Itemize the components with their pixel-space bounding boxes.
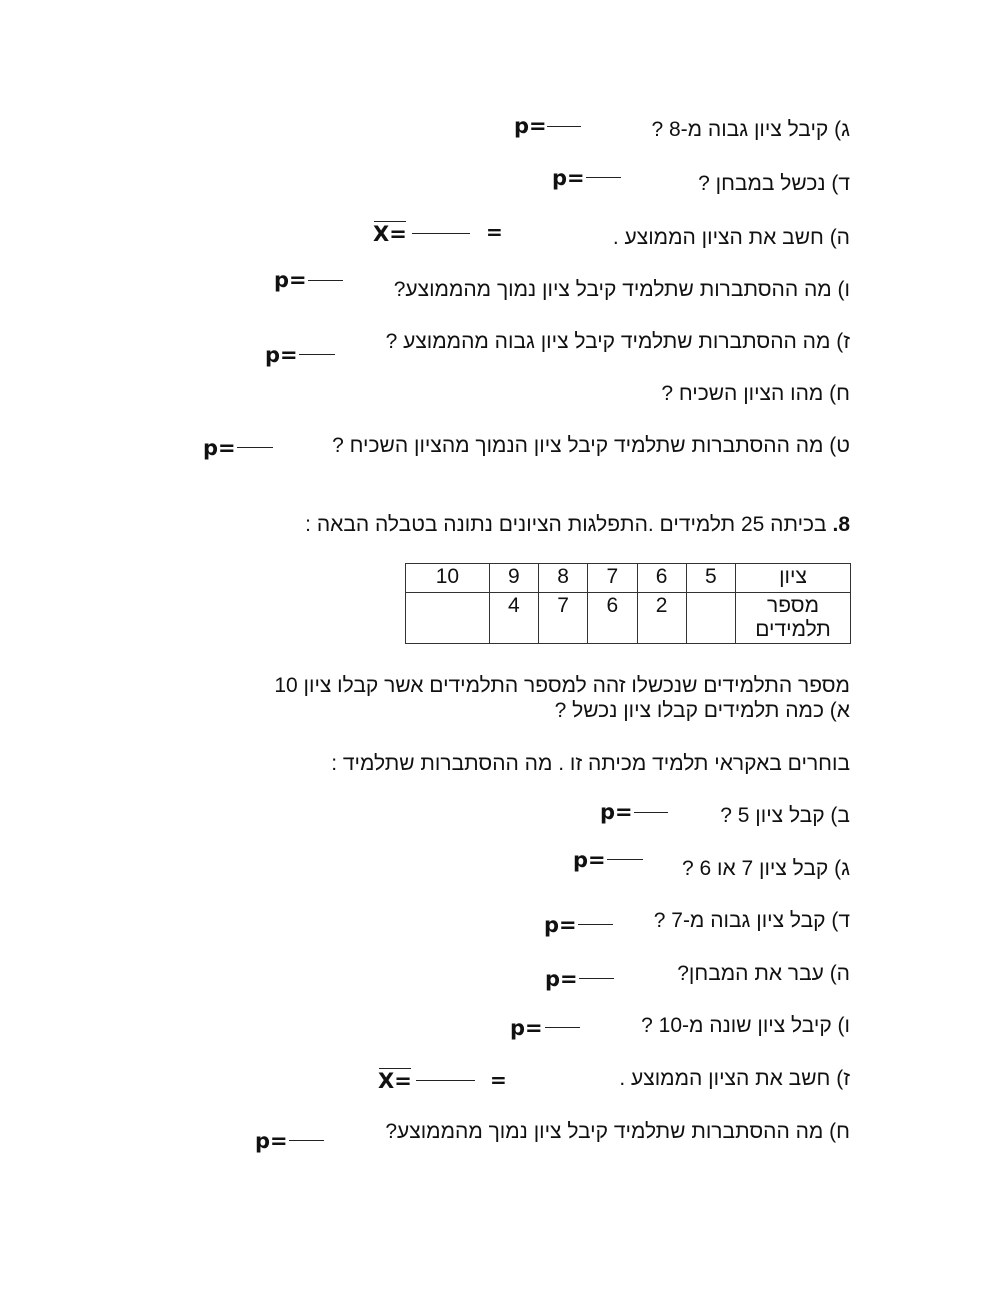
table-cell-grade: 5 — [686, 564, 735, 593]
question-a: א) כמה תלמידים קבלו ציון נכשל ? — [554, 699, 850, 722]
problem-8-intro — [305, 513, 850, 537]
table-cell-grade: 8 — [539, 564, 588, 593]
table-cell-grade: 6 — [637, 564, 686, 593]
answer-blank[interactable] — [416, 1080, 475, 1081]
question-d: ד) קבל ציון גבוה מ-7 ? — [653, 909, 850, 932]
question-h: ה) חשב את הציון הממוצע . — [612, 226, 850, 249]
table-cell-count: 6 — [588, 593, 637, 644]
probability-answer-label: p= — [514, 114, 547, 138]
question-t: ט) מה ההסתברות שתלמיד קיבל ציון הנמוך מהציון השכיח ? — [332, 434, 850, 457]
probability-answer-label: p= — [510, 1016, 543, 1040]
answer-blank[interactable] — [579, 978, 614, 979]
table-cell-grade: 9 — [489, 564, 538, 593]
grade-distribution-table — [405, 563, 851, 644]
table-header-grade: ציון — [736, 564, 851, 593]
answer-blank[interactable] — [634, 812, 668, 813]
answer-blank[interactable] — [412, 233, 470, 234]
question-d: ד) נכשל במבחן ? — [698, 172, 850, 195]
probability-answer-label: p= — [600, 800, 633, 824]
table-header-student-count: מספר תלמידים — [736, 593, 851, 644]
answer-blank[interactable] — [607, 859, 643, 860]
equals-sign: = — [490, 1068, 507, 1092]
table-cell-count[interactable] — [406, 593, 490, 644]
probability-answer-label: p= — [255, 1129, 288, 1153]
question-g: ג) קבל ציון 7 או 6 ? — [681, 857, 850, 880]
answer-blank[interactable] — [545, 1027, 580, 1028]
question-ch: ח) מהו הציון השכיח ? — [661, 382, 850, 405]
question-v: ו) מה ההסתברות שתלמיד קיבל ציון נמוך מהממוצע? — [393, 278, 850, 301]
question-g: ג) קיבל ציון גבוה מ-8 ? — [651, 118, 850, 141]
probability-answer-label: p= — [573, 848, 606, 872]
probability-answer-label: p= — [203, 436, 236, 460]
table-cell-count: 7 — [539, 593, 588, 644]
table-cell-count[interactable] — [686, 593, 735, 644]
statement-line: מספר התלמידים שנכשלו זהה למספר התלמידים אשר קבלו ציון 10 — [274, 674, 850, 697]
probability-answer-label: p= — [544, 913, 577, 937]
question-ch: ח) מה ההסתברות שתלמיד קיבל ציון נמוך מהממוצע? — [385, 1120, 850, 1143]
answer-blank[interactable] — [586, 177, 621, 178]
table-cell-count: 4 — [489, 593, 538, 644]
table-cell-count: 2 — [637, 593, 686, 644]
problem-number: 8. — [832, 513, 850, 536]
answer-blank[interactable] — [237, 447, 273, 448]
question-z: ז) חשב את הציון הממוצע . — [619, 1067, 850, 1090]
question-b: ב) קבל ציון 5 ? — [720, 804, 850, 827]
table-cell-grade: 10 — [406, 564, 490, 593]
table-cell-grade: 7 — [588, 564, 637, 593]
equals-sign: = — [486, 220, 503, 244]
question-h: ה) עבר את המבחן? — [677, 962, 850, 985]
mean-answer-label: X= — [373, 222, 407, 246]
answer-blank[interactable] — [308, 280, 343, 281]
probability-answer-label: p= — [545, 967, 578, 991]
question-v: ו) קיבל ציון שונה מ-10 ? — [641, 1014, 850, 1037]
probability-answer-label: p= — [274, 268, 307, 292]
mean-answer-label: X= — [378, 1069, 412, 1093]
answer-blank[interactable] — [578, 924, 613, 925]
table-row — [406, 564, 851, 593]
answer-blank[interactable] — [289, 1140, 324, 1141]
answer-blank[interactable] — [547, 126, 581, 127]
question-z: ז) מה ההסתברות שתלמיד קיבל ציון גבוה מהממוצע ? — [385, 330, 850, 353]
answer-blank[interactable] — [299, 354, 335, 355]
random-choice-text: בוחרים באקראי תלמיד מכיתה זו . מה ההסתברות שתלמיד : — [331, 752, 850, 775]
probability-answer-label: p= — [552, 166, 585, 190]
table-row — [406, 593, 851, 644]
probability-answer-label: p= — [265, 343, 298, 367]
problem-intro-text: בכיתה 25 תלמידים .התפלגות הציונים נתונה בטבלה הבאה : — [305, 513, 827, 536]
